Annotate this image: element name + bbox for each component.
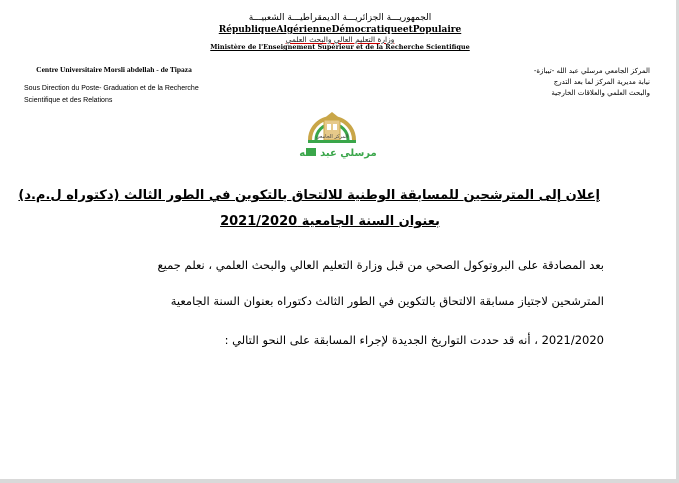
institution-block-arabic [440, 66, 650, 99]
logo-caption: المركز الجامعي [315, 134, 349, 140]
institution-name: Centre Universitaire Morsli abdellah - de Tipaza [36, 65, 192, 74]
ministry-french: Ministère de l'Enseignement Supérieur et de la Recherche Scientifique [210, 43, 470, 51]
institution-block-french [24, 64, 204, 107]
announcement-title-line-2: بعنوان السنة الجامعية 2021/2020 [220, 214, 440, 229]
ministry-arabic: وزارة التعليم العالي والبحث العلمي [285, 35, 395, 44]
department-line-arabic-2: والبحث العلمي والعلاقات الخارجية [551, 89, 650, 97]
announcement-title-line-1: إعلان إلى المترشحين للمسابقة الوطنية للالتحاق بالتكوين في الطور الثالث (دكتوراه ل.م.د) [18, 188, 600, 203]
page-edge-bottom [0, 479, 679, 483]
announcement-body-line-1: بعد المصادقة على البروتوكول الصحي من قبل وزارة التعليم العالي والبحث العلمي ، نعلم جميع [157, 258, 604, 272]
logo-name: مرسلي عبد الله [299, 148, 377, 159]
republic-arabic: الجمهوريـــة الجزائريـــة الديمقراطيـــة الشعبيـــة [248, 13, 432, 23]
republic-french: RépubliqueAlgérienneDémocratiqueetPopulaire [218, 25, 462, 35]
announcement-body-line-2: المترشحين لاجتياز مسابقة الالتحاق بالتكوين في الطور الثالث دكتوراه بعنوان السنة الجامعية [170, 294, 604, 308]
department-line-arabic-1: نيابة مديرية المركز لما بعد التدرج [553, 78, 650, 86]
university-logo [299, 102, 377, 168]
institution-name-arabic: المركز الجامعي مرسلي عبد الله -تيبازة- [533, 67, 650, 75]
announcement-body-line-3: 2021/2020 ، أنه قد حددت التواريخ الجديدة لإجراء المسابقة على النحو التالي : [224, 333, 604, 347]
department-name: Sous Direction du Poste- Graduation et de la Recherche Scientifique et des Relations [24, 85, 199, 104]
